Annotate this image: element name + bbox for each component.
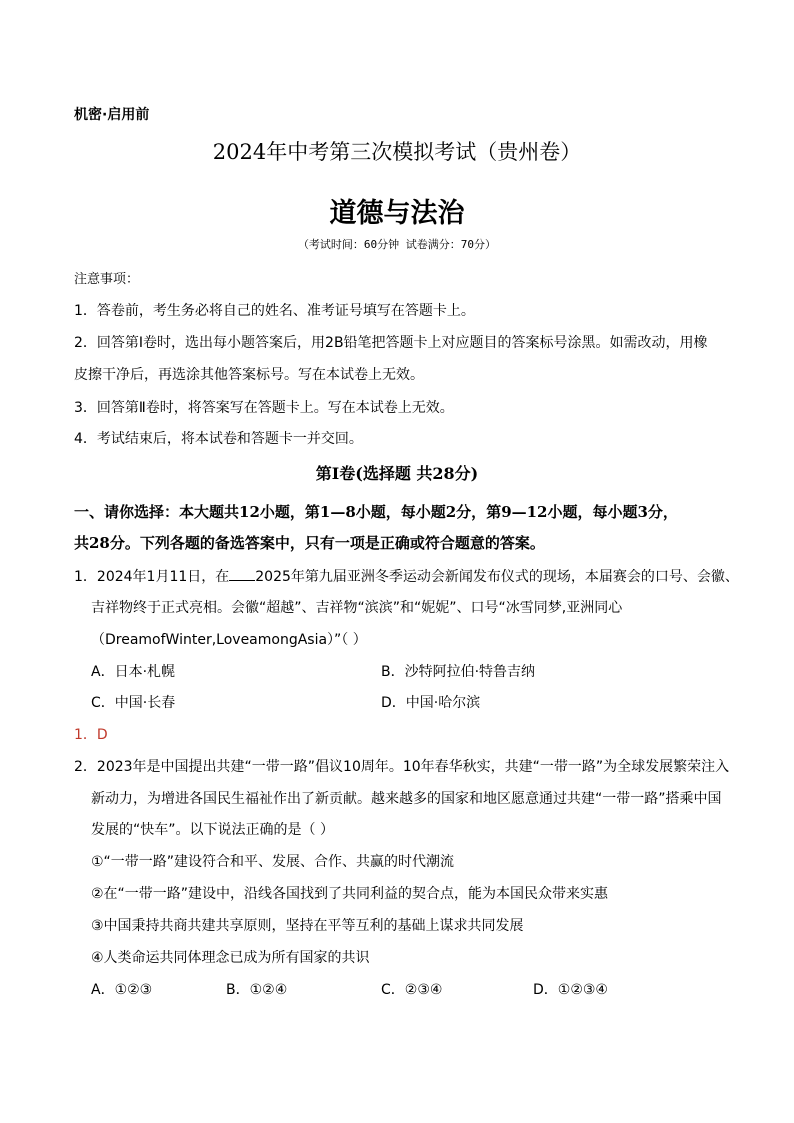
option-b[interactable]: B．沙特阿拉伯·特鲁吉纳	[381, 664, 536, 680]
note-item: 1．答卷前，考生务必将自己的姓名、准考证号填写在答题卡上。	[74, 303, 475, 319]
subject-title: 道德与法治	[329, 198, 465, 229]
option-c[interactable]: C．②③④	[381, 982, 443, 998]
question-text: 1．2024年1月11日，在	[74, 569, 230, 585]
statement-3: ③中国秉持共商共建共享原则，坚持在平等互利的基础上谋求共同发展	[91, 918, 524, 934]
option-d[interactable]: D．中国·哈尔滨	[381, 695, 481, 711]
section-instruction: 共28分。下列各题的备选答案中，只有一项是正确或符合题意的答案。	[74, 534, 545, 552]
note-item: 皮擦干净后，再选涂其他答案标号。写在本试卷上无效。	[74, 367, 424, 383]
exam-info: （考试时间：60分钟 试卷满分：70分）	[297, 238, 497, 251]
statement-4: ④人类命运共同体理念已成为所有国家的共识	[91, 950, 370, 966]
note-item: 3．回答第Ⅱ卷时，将答案写在答题卡上。写在本试卷上无效。	[74, 400, 454, 416]
note-item: 4．考试结束后，将本试卷和答题卡一并交回。	[74, 431, 363, 447]
fill-blank	[229, 568, 255, 581]
question-2-line: 新动力，为增进各国民生福祉作出了新贡献。越来越多的国家和地区愿意通过共建“一带一路”搭乘中国	[91, 791, 722, 807]
section-title: 第Ⅰ卷(选择题 共28分)	[315, 464, 479, 483]
option-c[interactable]: C．中国·长春	[91, 695, 176, 711]
question-1-line: （DreamofWinter,LoveamongAsia）”（ ）	[91, 632, 367, 648]
question-1-line	[74, 566, 739, 586]
section-instruction: 一、请你选择：本大题共12小题，第1—8小题，每小题2分，第9—12小题，每小题3分，	[74, 503, 678, 521]
option-d[interactable]: D．①②③④	[533, 982, 608, 998]
option-a[interactable]: A．日本·札幌	[91, 664, 176, 680]
question-2-line: 发展的“快车”。以下说法正确的是（ ）	[91, 822, 334, 838]
statement-2: ②在“一带一路”建设中，沿线各国找到了共同利益的契合点，能为本国民众带来实惠	[91, 886, 609, 902]
answer-key: 1．D	[74, 727, 108, 743]
exam-title: 2024年中考第三次模拟考试（贵州卷）	[212, 140, 582, 164]
notes-heading: 注意事项：	[74, 272, 140, 287]
statement-1: ①“一带一路”建设符合和平、发展、合作、共赢的时代潮流	[91, 854, 455, 870]
question-2-line: 2．2023年是中国提出共建“一带一路”倡议10周年。10年春华秋实，共建“一带一路”为全球发展繁荣注入	[74, 759, 730, 775]
option-a[interactable]: A．①②③	[91, 982, 153, 998]
note-item: 2．回答第Ⅰ卷时，选出每小题答案后，用2B铅笔把答题卡上对应题目的答案标号涂黑。如需改动，用橡	[74, 335, 708, 351]
question-1-line: 吉祥物终于正式亮相。会徽“超越”、吉祥物“滨滨”和“妮妮”、口号“冰雪同梦,亚洲同心	[91, 600, 623, 616]
option-b[interactable]: B．①②④	[226, 982, 288, 998]
question-text: 2025年第九届亚洲冬季运动会新闻发布仪式的现场，本届赛会的口号、会徽、	[255, 569, 739, 585]
confidential-label: 机密·启用前	[74, 107, 150, 123]
